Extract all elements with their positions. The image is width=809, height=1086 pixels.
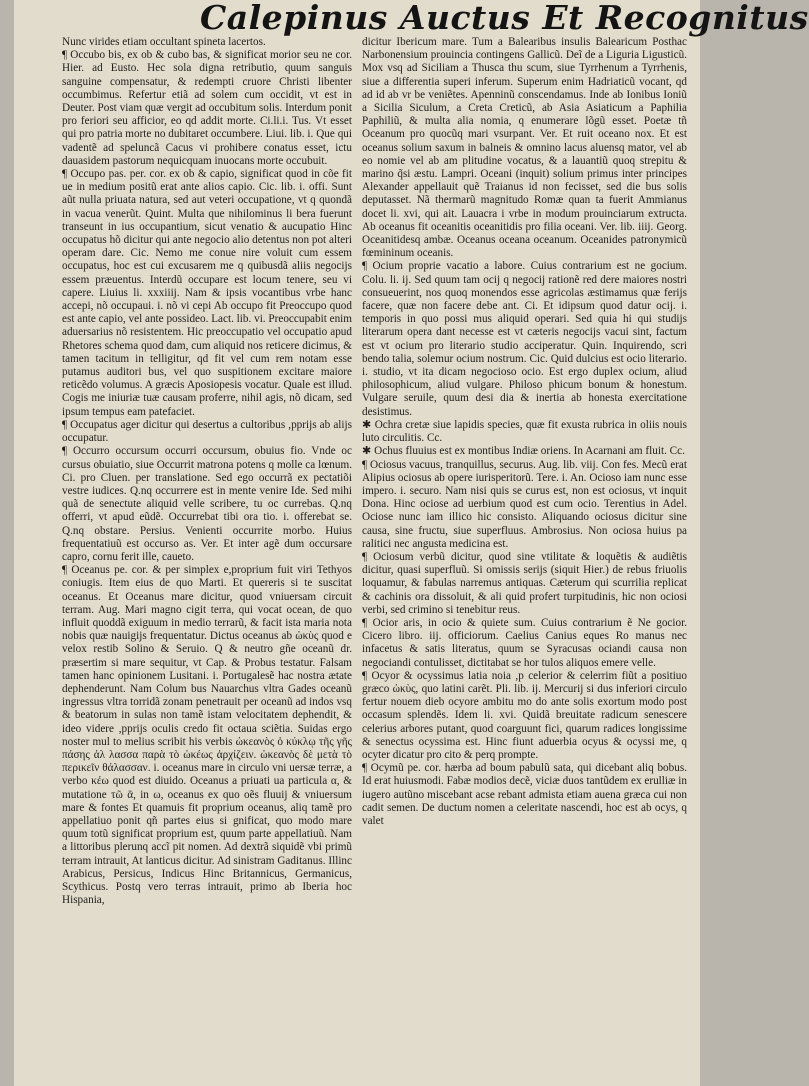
right-column (362, 36, 687, 828)
entry-paragraph: ¶ Occurro occursum occurri occursum, obuius fio. Vnde oc cursus obuiatio, siue Occurrit matrona potens q molle ca lœnum. Ci. pro Cluen. per translatione. Sed ego occurrã ex pectatiõi vestre iudices. Q.nq occurrere est in mente venire Ide. Sed mihi quã de senectute aliquid velle scribere, tu oc currebas. Q.nq offerri, vt apud eũdẽ. Occurrebat tibi ora tio. i. offerebat se. Q.nq obstare. Persius. Venienti occurrite morbo. Huius frequentatiuũ est occurso as. Ver. Et inter agẽ dum occursare capro, cornu ferit ille, caueto. (62, 445, 352, 563)
entry-paragraph: dicitur Ibericum mare. Tum a Balearibus insulis Balearicum Posthac Narbonensium prouincia contingens Gallicũ. Deĩ de a Liguria Ligusticũ. Mox vsq ad Siciliam a Thusca thu scum, siue Tyrrhenum a Tyrrhenis, siue a differentia superi inferum. Superum enim Hadriaticũ vocant, qd ad id ab vr be veniẽtes. Apenninũ conscendamus. Inde ab Ionibus Ioniũ a Sicilia Siculum, a Creta Creticũ, ab Asia Asiaticum a Paphilia Paphiliũ, & multa alia nomia, q enumerare lõgũ esset. Poetæ tñ Oceanum pro quocũq mari vsurpant. Ver. Et ruit oceano nox. Et est oceanus solium saxum in balneis & omnino lacus aluensq mator, vel ab eo nomie vel ab am plitudine vocatus, & a lauantiũ quoq strepitu & marino q̃si æstu. Lampri. Oceani (inquit) solium primus inter principes Alexander appellauit quẽ Traianus id non fecisset, sed die bus solis deputasset. Nã thermarũ magnitudo Romæ quan ta fuerit Ammianus docet li. xvi, qui ait. Lauacra i vrbe in modum prouinciarum extructa. Ab oceanus fit oceanitis oceanitidis pro filia oceani. Ver. lib. iiij. Georg. Oceanitidesq ambæ. Oceanus oceana oceanum. Oceanides patronymicũ fœmininum oceanis. (362, 36, 687, 260)
left-column (62, 36, 352, 907)
page-header-title: Calepinus Auctus Et Recognitus (200, 0, 809, 37)
entry-paragraph: ¶ Ocior aris, in ocio & quiete sum. Cuius contrarium ẽ Ne gocior. Cicero libro. iij. officiorum. Caelius Canius eques Ro manus nec infacetus & satis literatus, quum se Syracusas ociandi causa non negociandi contulisset, dictitabat se hor tulos aliquos emere velle. (362, 616, 687, 669)
entry-paragraph: ✱ Ochus fluuius est ex montibus Indiæ oriens. In Acarnani am fluit. Cc. (362, 445, 685, 458)
entry-paragraph: ¶ Occupo pas. per. cor. ex ob & capio, significat quod in cõe fit ue in medium positũ erat ante alios capio. Cic. lib. i. offi. Sunt aũt nulla priuata natura, sed aut veteri occupatione, vt q quondã in vacua venerũt. Quint. Multa que nihilominus li bera fuerunt transeunt in ius occupantium, sicut venatio & aucupatio Hinc occupatus hõ dicitur qui ante negocio alio detentus non pot alteri operam dare. Cic. Nemo me conue nire voluit cum essem occupatus, hoc est cui excusarem me q quibusdã aliis negocijs essem præuentus. Interdũ occupare est locum tenere, seu vi capere. Liuius li. xxxiiij. Nam & ipsis vocantibus vrbe hanc accepi, nõ occupaui. i. nõ vi cepi Ab occupo fit Preoccupo quod est ante capio, vel ante possideo. Lact. lib. vi. Preoccupabit enim aduersarius nõ resistentem. Hic preoccupatio vel occupatio apud Rhetores schema quod dam, cum aliquid nos reticere dicimus, & tamen tacitum in telligitur, qd fit vel cum rem notam esse putamus auditori bus, vel quo suspitionem excitare maiore reticẽdo volumus. A græcis Aposiopesis vocatur. Quale est illud. Cogis me iniuriæ tuæ causam proferre, nihil agis, nõ dicam, sed ipsum tempus eam patefaciet. (62, 168, 352, 418)
entry-paragraph: ¶ Occubo bis, ex ob & cubo bas, & significat morior seu ne cor. Hier. ad Eusto. Hec sola digna retributio, quum sanguis sanguine compensatur, & redempti cruore Christi libenter occumbimus. Refertur etiã ad solem cum occidit, vt est in Deuter. Post viam quæ vergit ad occubitum solis. Interdum ponit pro feriori seu afficior, eo qd addit morte. Ci.li.i. Tus. Vt esset qui pro patria morte no dubitaret occumbere. Liui. lib. i. Que qui vadentẽ ad speluncã Cacus vi prohibere conatus esset, ictu dauasidem pastorum nequicquam inuocans morte occubuit. (62, 49, 352, 167)
entry-paragraph: ¶ Oceanus pe. cor. & per simplex e,proprium fuit viri Tethyos coniugis. Item eius de quo Marti. Et quereris si te suscitat oceanus. Et Oceanus mare dicitur, quod vniuersam circuit terram. Aug. Mari magno cigit terra, qui vocat ocean, de quo influit quoddã exiguum in medio terrarũ, & facit ista maria nota nobis quæ nauigijs frequentatur. Dictus oceanus ab ὠκὺς quod e velox restib Solino & Seruio. Q & neutro gñe oceanũ dr. præsertim si mare sequitur, vt Cap. & Probus testatur. Falsam tamen hanc opinionem Lusitani. i. Portugalesẽ hac nostra ætate dephenderunt. Nam Colum bus Nauarchus vltra Gades oceanũ ingressus vltra torridã zonam penetrauit per oceanũ ad indos vsq & beatorum in sulas non tamẽ istam velocitatem dephendit, & ideo videre ,pprijs oculis credo fit octaua sciẽtia. Suidas ergo noster mul to melius scribit his verbis ὠκεανὸς ὁ κύκλῳ τῆς γῆς πάσης ἀλ λασσα παρὰ τὸ ὠκέως ἀρχίζειν. ὠκεανὸς δὲ μετὰ τὸ περικεῖν θάλασσαν. i. oceanus mare in circulo vni uersæ terræ, a verbo κέω quod est diuido. Oceanus a priuati ua particula α, & mutatione τῶ ᾶ, in ω, oceanus ex quo oẽs fluuij & vniuersum mare & fontes Et quamuis fit proprium oceanus, aliq tamẽ pro appellatiuo ponit qñ partes eius si gnificat, quo modo mare quum totũ significat proprium est, quum parte appellatiuũ. Nam a littoribus plerunq accĩ pit nomen. Ad dextrã siquidẽ vbi primũ terram intrauit, At lanticus dicitur. Ad sinistram Gaditanus. Illinc Arabicus, Persicus, Indicus Hinc Britannicus, Germanicus, Scythicus. Postq vero terras intrauit, primo ab Iberia hoc Hispania, (62, 564, 352, 907)
entry-paragraph: ¶ Ociosum verbũ dicitur, quod sine vtilitate & loquẽtis & audiẽtis dicitur, quasi superfluũ. Si omissis serijs (siquit Hier.) de rebus friuolis loquamur, & fabulas narremus antiquas. Cæterum qui scurrilia replicat & cachinis ora dissoluit, & ali quid profert turpitudinis, hic non ociosi verbi, sed crimino si tenebitur reus. (362, 550, 687, 616)
book-page (14, 0, 809, 1086)
entry-paragraph: ¶ Occupatus ager dicitur qui desertus a cultoribus ,pprijs ab alijs occupatur. (62, 418, 352, 445)
entry-paragraph: ¶ Ocium proprie vacatio a labore. Cuius contrarium est ne gocium. Colu. li. ij. Sed quum tam ocij q negocij rationẽ red dere maiores nostri consueuerint, nos quoq monendos esse agricolas æstimamus quæ ferijs facere, quæ non facere debe ant. Ci. Et idipsum quod datur ocij. i. temporis in quo possi mus aliquid operari. Sed quia hi qui studijs literarum opera dant necesse est vt cæteris negocijs vacui sint, factum est vt ocium pro literario studio acciperatur. Quin. Inquirendo, scri bendo talia, solemur ocium nostrum. Cic. Quid dulcius est ocio literario. i. studio, vt ita dicam negocioso ocio. Est ergo duplex ocium, aliud philosophicum, aliud vulgare. Philoso phicum bonum & honestum. Vulgare seruile, quum desi dia & inertia ab honesta exercitatione desistimus. (362, 260, 687, 418)
entry-paragraph: ¶ Ocymũ pe. cor. hærba ad boum pabulũ sata, qui dicebant aliq bobus. Id erat huiusmodi. Fabæ modios decẽ, viciæ duos tantũdem ex erulliæ in iugero autũno miscebant acse rebant admista etiam auena græca cui non cadit semen. De ductum nomen a celeritate nascendi, hoc est ab ocys, q valet (362, 762, 687, 827)
entry-paragraph: Nunc virides etiam occultant spineta lacertos. (62, 36, 266, 48)
entry-paragraph: ✱ Ochra cretæ siue lapidis species, quæ fit exusta rubrica in oliis nouis luto circulitis. Cc. (362, 418, 687, 445)
entry-paragraph: ¶ Ociosus vacuus, tranquillus, securus. Aug. lib. viij. Con fes. Mecũ erat Alipius ociosus ab opere iurisperitorũ. Tere. i. An. Ocioso iam nunc esse impero. i. securo. Nam nisi quis se curus est, non est ociosus, vt inquit Dona. Hinc ociose ad uerbium quod est cum ocio. Terentius in Adel. Ociose nunc iam illico hic consisto. Aliquando ociosus dicitur sine causa, sine fructu, siue superfluus. Ambrosius. Non ociosa huius pa ralitici nec angusta medicina est. (362, 458, 687, 550)
entry-paragraph: ¶ Ocyor & ocyssimus latia noia ,p celerior & celerrim fiũt a positiuo græco ὠκὺς, quo latini carẽt. Pli. lib. ij. Mercurij si dus inferiori circulo fertur nouem dieb ocyore ambitu mo do ante solis exortum modo post occasum splendẽs. Idem li. xvi. Quidã breuitate radicum senescere celerius arbores putant, quod coarguunt fici, quarum radices longissime & senectus ocyssima est. Hinc fiunt aduerbia ocyus & ocyssi me, q ocyter dicatur pro cito & perq prompte. (362, 669, 687, 761)
